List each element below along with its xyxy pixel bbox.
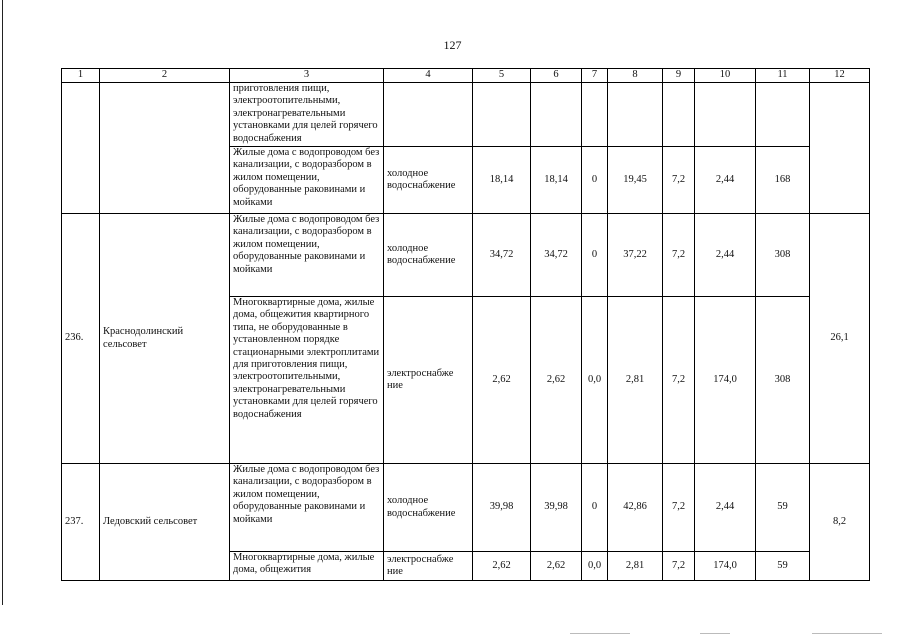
tariff-table (61, 68, 870, 581)
value-cell: 0,0 (582, 297, 608, 464)
value-cell: 42,86 (608, 464, 663, 552)
column-header: 10 (695, 69, 756, 83)
value-cell: 2,81 (608, 297, 663, 464)
value-cell: 7,2 (663, 297, 695, 464)
value-cell: 2,62 (473, 552, 531, 581)
row-number-cell (62, 83, 100, 214)
value-cell: 19,45 (608, 147, 663, 214)
consumer-description: приготовления пищи, электроотопительными, электронагревательными установками для целей горячего водоснабжения (230, 83, 384, 147)
value-cell: 34,72 (473, 214, 531, 297)
value-cell: 2,44 (695, 464, 756, 552)
column-header: 11 (756, 69, 810, 83)
column-12-cell: 26,1 (810, 214, 870, 464)
column-header: 5 (473, 69, 531, 83)
service-type: электроснабже ние (384, 552, 473, 581)
column-header: 9 (663, 69, 695, 83)
header-row (62, 69, 870, 83)
column-header: 7 (582, 69, 608, 83)
page-number: 127 (443, 38, 462, 52)
page-left-edge (2, 0, 3, 605)
value-cell: 18,14 (531, 147, 582, 214)
value-cell (756, 83, 810, 147)
row-number-cell: 236. (62, 214, 100, 464)
value-cell: 59 (756, 552, 810, 581)
value-cell (531, 83, 582, 147)
table-row (62, 214, 870, 297)
value-cell (582, 83, 608, 147)
settlement-name-cell: Краснодолинский сельсовет (100, 214, 230, 464)
value-cell (695, 83, 756, 147)
column-header: 6 (531, 69, 582, 83)
column-12-cell: 8,2 (810, 464, 870, 581)
settlement-name-cell: Ледовский сельсовет (100, 464, 230, 581)
scan-artifact (700, 633, 730, 634)
consumer-description: Жилые дома с водопроводом без канализации, с водоразбором в жилом помещении, оборудованные раковинами и мойками (230, 464, 384, 552)
consumer-description: Многоквартирные дома, жилые дома, общежития (230, 552, 384, 581)
table-row (62, 464, 870, 552)
value-cell: 168 (756, 147, 810, 214)
value-cell: 174,0 (695, 552, 756, 581)
value-cell: 308 (756, 214, 810, 297)
column-header: 8 (608, 69, 663, 83)
value-cell: 7,2 (663, 552, 695, 581)
consumer-description: Многоквартирные дома, жилые дома, общежития квартирного типа, не оборудованные в установленном порядке стационарными электроплитами для приготовления пищи, электроотопительными, электронагревательными установками для целей горячего водоснабжения (230, 297, 384, 464)
value-cell: 0,0 (582, 552, 608, 581)
value-cell (608, 83, 663, 147)
value-cell: 37,22 (608, 214, 663, 297)
value-cell: 2,62 (531, 552, 582, 581)
value-cell: 2,44 (695, 214, 756, 297)
value-cell: 18,14 (473, 147, 531, 214)
value-cell: 7,2 (663, 464, 695, 552)
column-header: 4 (384, 69, 473, 83)
value-cell: 0 (582, 147, 608, 214)
value-cell: 308 (756, 297, 810, 464)
column-header: 3 (230, 69, 384, 83)
row-number-cell: 237. (62, 464, 100, 581)
service-type: электроснабже ние (384, 297, 473, 464)
settlement-name-cell (100, 83, 230, 214)
value-cell: 39,98 (531, 464, 582, 552)
value-cell: 34,72 (531, 214, 582, 297)
value-cell: 59 (756, 464, 810, 552)
value-cell: 7,2 (663, 214, 695, 297)
column-header: 12 (810, 69, 870, 83)
column-header: 1 (62, 69, 100, 83)
value-cell: 174,0 (695, 297, 756, 464)
column-12-cell (810, 83, 870, 214)
value-cell (473, 83, 531, 147)
service-type: холодное водоснабжение (384, 464, 473, 552)
service-type: холодное водоснабжение (384, 147, 473, 214)
scan-artifact (570, 633, 630, 634)
value-cell: 39,98 (473, 464, 531, 552)
value-cell: 2,81 (608, 552, 663, 581)
consumer-description: Жилые дома с водопроводом без канализации, с водоразбором в жилом помещении, оборудованные раковинами и мойками (230, 214, 384, 297)
column-header: 2 (100, 69, 230, 83)
value-cell (663, 83, 695, 147)
service-type: холодное водоснабжение (384, 214, 473, 297)
consumer-description: Жилые дома с водопроводом без канализации, с водоразбором в жилом помещении, оборудованные раковинами и мойками (230, 147, 384, 214)
value-cell: 7,2 (663, 147, 695, 214)
value-cell: 0 (582, 214, 608, 297)
scan-artifact (812, 633, 882, 634)
value-cell: 2,44 (695, 147, 756, 214)
table-row (62, 83, 870, 147)
value-cell: 2,62 (531, 297, 582, 464)
value-cell: 0 (582, 464, 608, 552)
value-cell: 2,62 (473, 297, 531, 464)
service-type (384, 83, 473, 147)
